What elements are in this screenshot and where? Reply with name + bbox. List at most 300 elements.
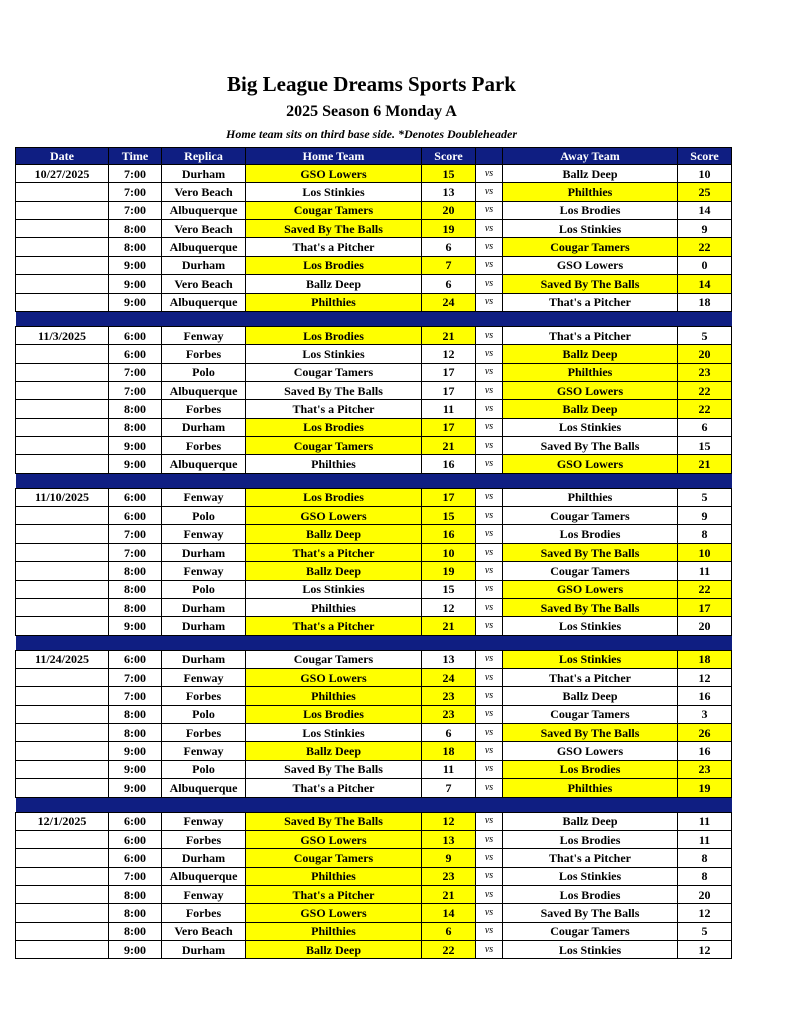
vs-cell: vs	[476, 760, 503, 778]
vs-cell: vs	[476, 345, 503, 363]
game-row	[16, 488, 732, 506]
field-cell: Forbes	[162, 724, 246, 742]
home-score-cell: 22	[422, 941, 476, 959]
time-cell: 9:00	[109, 617, 162, 635]
game-row	[16, 668, 732, 686]
vs-cell: vs	[476, 705, 503, 723]
away-score-cell: 0	[678, 256, 732, 274]
vs-cell: vs	[476, 724, 503, 742]
vs-cell: vs	[476, 922, 503, 940]
vs-cell: vs	[476, 256, 503, 274]
field-cell: Durham	[162, 941, 246, 959]
home-score-cell: 10	[422, 543, 476, 561]
home-team-cell: Saved By The Balls	[246, 220, 422, 238]
separator-cell	[476, 797, 503, 812]
home-team-cell: Philthies	[246, 455, 422, 473]
away-team-cell: Philthies	[503, 183, 678, 201]
separator-cell	[16, 311, 109, 326]
field-cell: Durham	[162, 165, 246, 183]
vs-cell: vs	[476, 650, 503, 668]
game-row	[16, 812, 732, 830]
time-cell: 9:00	[109, 437, 162, 455]
away-score-cell: 12	[678, 668, 732, 686]
field-cell: Durham	[162, 543, 246, 561]
away-score-cell: 18	[678, 293, 732, 311]
away-team-cell: Saved By The Balls	[503, 275, 678, 293]
home-score-cell: 6	[422, 922, 476, 940]
field-cell: Fenway	[162, 326, 246, 344]
home-team-cell: GSO Lowers	[246, 830, 422, 848]
time-cell: 7:00	[109, 668, 162, 686]
game-row	[16, 687, 732, 705]
time-cell: 7:00	[109, 165, 162, 183]
game-row	[16, 617, 732, 635]
date-cell	[16, 256, 109, 274]
field-cell: Fenway	[162, 885, 246, 903]
home-score-cell: 23	[422, 705, 476, 723]
game-row	[16, 830, 732, 848]
away-team-cell: Cougar Tamers	[503, 507, 678, 525]
date-cell	[16, 220, 109, 238]
home-team-cell: Los Brodies	[246, 705, 422, 723]
home-score-cell: 13	[422, 183, 476, 201]
time-cell: 7:00	[109, 867, 162, 885]
home-score-cell: 6	[422, 238, 476, 256]
away-score-cell: 10	[678, 543, 732, 561]
vs-cell: vs	[476, 326, 503, 344]
field-cell: Polo	[162, 705, 246, 723]
game-row	[16, 562, 732, 580]
col-header-home-team: Home Team	[246, 148, 422, 165]
away-score-cell: 20	[678, 617, 732, 635]
game-row	[16, 724, 732, 742]
away-score-cell: 20	[678, 885, 732, 903]
home-score-cell: 15	[422, 165, 476, 183]
vs-cell: vs	[476, 455, 503, 473]
time-cell: 9:00	[109, 256, 162, 274]
time-cell: 6:00	[109, 345, 162, 363]
date-cell	[16, 687, 109, 705]
vs-cell: vs	[476, 275, 503, 293]
separator-cell	[476, 311, 503, 326]
home-team-cell: Los Brodies	[246, 488, 422, 506]
date-cell	[16, 598, 109, 616]
time-cell: 9:00	[109, 941, 162, 959]
away-score-cell: 18	[678, 650, 732, 668]
away-score-cell: 23	[678, 760, 732, 778]
away-team-cell: Los Brodies	[503, 885, 678, 903]
home-score-cell: 17	[422, 363, 476, 381]
home-team-cell: Ballz Deep	[246, 525, 422, 543]
time-cell: 7:00	[109, 687, 162, 705]
home-team-cell: Ballz Deep	[246, 562, 422, 580]
vs-cell: vs	[476, 488, 503, 506]
date-cell	[16, 275, 109, 293]
away-score-cell: 8	[678, 525, 732, 543]
away-score-cell: 19	[678, 779, 732, 797]
date-cell	[16, 705, 109, 723]
col-header-replica: Replica	[162, 148, 246, 165]
time-cell: 9:00	[109, 293, 162, 311]
game-row	[16, 650, 732, 668]
game-row	[16, 922, 732, 940]
home-team-cell: GSO Lowers	[246, 904, 422, 922]
date-cell	[16, 543, 109, 561]
home-score-cell: 23	[422, 687, 476, 705]
field-cell: Vero Beach	[162, 922, 246, 940]
separator-cell	[162, 473, 246, 488]
date-cell	[16, 580, 109, 598]
time-cell: 8:00	[109, 562, 162, 580]
vs-cell: vs	[476, 742, 503, 760]
home-team-cell: Cougar Tamers	[246, 437, 422, 455]
away-score-cell: 14	[678, 201, 732, 219]
col-header-vs-spacer	[476, 148, 503, 165]
date-cell	[16, 455, 109, 473]
home-team-cell: Ballz Deep	[246, 941, 422, 959]
vs-cell: vs	[476, 220, 503, 238]
home-team-cell: Philthies	[246, 922, 422, 940]
home-team-cell: Los Brodies	[246, 418, 422, 436]
time-cell: 6:00	[109, 849, 162, 867]
field-cell: Albuquerque	[162, 455, 246, 473]
away-score-cell: 5	[678, 488, 732, 506]
home-team-cell: Cougar Tamers	[246, 363, 422, 381]
separator-cell	[678, 635, 732, 650]
home-team-cell: Philthies	[246, 867, 422, 885]
field-cell: Albuquerque	[162, 201, 246, 219]
date-cell	[16, 418, 109, 436]
date-cell	[16, 830, 109, 848]
date-cell	[16, 293, 109, 311]
away-team-cell: GSO Lowers	[503, 256, 678, 274]
field-cell: Fenway	[162, 562, 246, 580]
time-cell: 7:00	[109, 381, 162, 399]
home-score-cell: 21	[422, 885, 476, 903]
away-score-cell: 5	[678, 922, 732, 940]
away-score-cell: 6	[678, 418, 732, 436]
field-cell: Forbes	[162, 904, 246, 922]
field-cell: Albuquerque	[162, 867, 246, 885]
game-row	[16, 705, 732, 723]
home-team-cell: GSO Lowers	[246, 507, 422, 525]
away-team-cell: Saved By The Balls	[503, 437, 678, 455]
away-team-cell: Los Stinkies	[503, 650, 678, 668]
col-header-away-team: Away Team	[503, 148, 678, 165]
home-score-cell: 16	[422, 525, 476, 543]
separator-cell	[422, 635, 476, 650]
away-team-cell: That's a Pitcher	[503, 849, 678, 867]
home-score-cell: 19	[422, 562, 476, 580]
field-cell: Durham	[162, 617, 246, 635]
separator-cell	[16, 635, 109, 650]
home-team-cell: Philthies	[246, 598, 422, 616]
home-score-cell: 18	[422, 742, 476, 760]
separator-cell	[16, 797, 109, 812]
away-team-cell: Ballz Deep	[503, 400, 678, 418]
field-cell: Forbes	[162, 437, 246, 455]
home-score-cell: 24	[422, 293, 476, 311]
field-cell: Polo	[162, 507, 246, 525]
home-score-cell: 17	[422, 488, 476, 506]
time-cell: 8:00	[109, 598, 162, 616]
field-cell: Fenway	[162, 525, 246, 543]
game-row	[16, 183, 732, 201]
separator-cell	[246, 311, 422, 326]
vs-cell: vs	[476, 904, 503, 922]
away-team-cell: Los Stinkies	[503, 941, 678, 959]
home-score-cell: 19	[422, 220, 476, 238]
time-cell: 6:00	[109, 326, 162, 344]
away-score-cell: 16	[678, 742, 732, 760]
home-team-cell: That's a Pitcher	[246, 885, 422, 903]
home-score-cell: 6	[422, 275, 476, 293]
away-team-cell: Philthies	[503, 488, 678, 506]
date-cell	[16, 904, 109, 922]
home-team-cell: Saved By The Balls	[246, 812, 422, 830]
time-cell: 8:00	[109, 400, 162, 418]
week-separator	[16, 635, 732, 650]
date-cell	[16, 742, 109, 760]
week-separator	[16, 473, 732, 488]
vs-cell: vs	[476, 293, 503, 311]
away-team-cell: Saved By The Balls	[503, 598, 678, 616]
away-team-cell: Los Brodies	[503, 760, 678, 778]
away-team-cell: Cougar Tamers	[503, 922, 678, 940]
separator-cell	[476, 473, 503, 488]
vs-cell: vs	[476, 418, 503, 436]
vs-cell: vs	[476, 507, 503, 525]
field-cell: Forbes	[162, 830, 246, 848]
game-row	[16, 418, 732, 436]
field-cell: Durham	[162, 650, 246, 668]
vs-cell: vs	[476, 849, 503, 867]
date-cell: 11/10/2025	[16, 488, 109, 506]
vs-cell: vs	[476, 687, 503, 705]
vs-cell: vs	[476, 941, 503, 959]
col-header-time: Time	[109, 148, 162, 165]
date-cell	[16, 724, 109, 742]
page-note: Home team sits on third base side. *Denotes Doubleheader	[226, 127, 517, 141]
field-cell: Fenway	[162, 488, 246, 506]
game-row	[16, 326, 732, 344]
time-cell: 8:00	[109, 418, 162, 436]
time-cell: 8:00	[109, 904, 162, 922]
col-header-away-score: Score	[678, 148, 732, 165]
away-team-cell: That's a Pitcher	[503, 326, 678, 344]
away-team-cell: Los Brodies	[503, 201, 678, 219]
time-cell: 9:00	[109, 455, 162, 473]
date-cell	[16, 562, 109, 580]
away-team-cell: Ballz Deep	[503, 345, 678, 363]
away-team-cell: GSO Lowers	[503, 580, 678, 598]
time-cell: 8:00	[109, 724, 162, 742]
game-row	[16, 275, 732, 293]
field-cell: Durham	[162, 598, 246, 616]
home-score-cell: 7	[422, 256, 476, 274]
time-cell: 7:00	[109, 525, 162, 543]
home-team-cell: That's a Pitcher	[246, 617, 422, 635]
away-team-cell: Cougar Tamers	[503, 238, 678, 256]
time-cell: 7:00	[109, 543, 162, 561]
field-cell: Forbes	[162, 345, 246, 363]
col-header-date: Date	[16, 148, 109, 165]
game-row	[16, 507, 732, 525]
away-team-cell: GSO Lowers	[503, 742, 678, 760]
vs-cell: vs	[476, 201, 503, 219]
away-team-cell: Los Brodies	[503, 830, 678, 848]
home-team-cell: Los Stinkies	[246, 724, 422, 742]
time-cell: 8:00	[109, 238, 162, 256]
home-team-cell: Saved By The Balls	[246, 381, 422, 399]
time-cell: 6:00	[109, 830, 162, 848]
away-score-cell: 10	[678, 165, 732, 183]
game-row	[16, 941, 732, 959]
separator-cell	[246, 473, 422, 488]
time-cell: 7:00	[109, 183, 162, 201]
separator-cell	[109, 473, 162, 488]
away-score-cell: 26	[678, 724, 732, 742]
away-score-cell: 21	[678, 455, 732, 473]
date-cell: 10/27/2025	[16, 165, 109, 183]
game-row	[16, 201, 732, 219]
game-row	[16, 437, 732, 455]
field-cell: Polo	[162, 760, 246, 778]
home-score-cell: 13	[422, 830, 476, 848]
separator-cell	[503, 635, 678, 650]
vs-cell: vs	[476, 830, 503, 848]
vs-cell: vs	[476, 437, 503, 455]
game-row	[16, 345, 732, 363]
home-team-cell: Los Stinkies	[246, 345, 422, 363]
date-cell	[16, 525, 109, 543]
field-cell: Durham	[162, 849, 246, 867]
away-team-cell: Saved By The Balls	[503, 904, 678, 922]
separator-cell	[503, 311, 678, 326]
away-team-cell: That's a Pitcher	[503, 293, 678, 311]
date-cell	[16, 507, 109, 525]
game-row	[16, 849, 732, 867]
home-score-cell: 12	[422, 345, 476, 363]
vs-cell: vs	[476, 867, 503, 885]
game-row	[16, 238, 732, 256]
date-cell	[16, 849, 109, 867]
home-team-cell: Los Brodies	[246, 256, 422, 274]
separator-cell	[678, 473, 732, 488]
separator-cell	[422, 797, 476, 812]
date-cell	[16, 779, 109, 797]
field-cell: Fenway	[162, 668, 246, 686]
game-row	[16, 742, 732, 760]
separator-cell	[678, 311, 732, 326]
date-cell	[16, 400, 109, 418]
separator-cell	[162, 635, 246, 650]
away-score-cell: 22	[678, 580, 732, 598]
date-cell	[16, 867, 109, 885]
away-team-cell: Los Stinkies	[503, 220, 678, 238]
away-team-cell: Saved By The Balls	[503, 543, 678, 561]
game-row	[16, 165, 732, 183]
home-team-cell: Ballz Deep	[246, 742, 422, 760]
home-score-cell: 6	[422, 724, 476, 742]
schedule-table	[15, 147, 732, 959]
game-row	[16, 381, 732, 399]
home-score-cell: 14	[422, 904, 476, 922]
date-cell	[16, 183, 109, 201]
col-header-home-score: Score	[422, 148, 476, 165]
home-team-cell: Saved By The Balls	[246, 760, 422, 778]
away-score-cell: 16	[678, 687, 732, 705]
home-team-cell: Cougar Tamers	[246, 650, 422, 668]
time-cell: 9:00	[109, 779, 162, 797]
vs-cell: vs	[476, 400, 503, 418]
field-cell: Forbes	[162, 687, 246, 705]
away-score-cell: 22	[678, 238, 732, 256]
away-score-cell: 11	[678, 562, 732, 580]
date-cell	[16, 201, 109, 219]
time-cell: 8:00	[109, 580, 162, 598]
vs-cell: vs	[476, 598, 503, 616]
field-cell: Albuquerque	[162, 381, 246, 399]
game-row	[16, 580, 732, 598]
separator-cell	[109, 635, 162, 650]
game-row	[16, 598, 732, 616]
vs-cell: vs	[476, 363, 503, 381]
vs-cell: vs	[476, 562, 503, 580]
separator-cell	[246, 635, 422, 650]
home-team-cell: GSO Lowers	[246, 668, 422, 686]
game-row	[16, 525, 732, 543]
home-score-cell: 16	[422, 455, 476, 473]
vs-cell: vs	[476, 668, 503, 686]
separator-cell	[476, 635, 503, 650]
field-cell: Durham	[162, 256, 246, 274]
game-row	[16, 455, 732, 473]
away-score-cell: 25	[678, 183, 732, 201]
away-score-cell: 17	[678, 598, 732, 616]
home-team-cell: That's a Pitcher	[246, 543, 422, 561]
away-score-cell: 8	[678, 849, 732, 867]
game-row	[16, 543, 732, 561]
time-cell: 8:00	[109, 885, 162, 903]
home-team-cell: That's a Pitcher	[246, 779, 422, 797]
vs-cell: vs	[476, 617, 503, 635]
time-cell: 6:00	[109, 488, 162, 506]
away-team-cell: Los Brodies	[503, 525, 678, 543]
vs-cell: vs	[476, 525, 503, 543]
time-cell: 9:00	[109, 275, 162, 293]
time-cell: 7:00	[109, 363, 162, 381]
away-score-cell: 23	[678, 363, 732, 381]
vs-cell: vs	[476, 238, 503, 256]
time-cell: 9:00	[109, 760, 162, 778]
vs-cell: vs	[476, 543, 503, 561]
home-score-cell: 23	[422, 867, 476, 885]
away-team-cell: Ballz Deep	[503, 812, 678, 830]
separator-cell	[109, 797, 162, 812]
date-cell	[16, 885, 109, 903]
away-team-cell: Cougar Tamers	[503, 562, 678, 580]
vs-cell: vs	[476, 812, 503, 830]
home-team-cell: Cougar Tamers	[246, 849, 422, 867]
away-team-cell: Cougar Tamers	[503, 705, 678, 723]
away-team-cell: That's a Pitcher	[503, 668, 678, 686]
separator-cell	[503, 797, 678, 812]
game-row	[16, 867, 732, 885]
date-cell: 11/24/2025	[16, 650, 109, 668]
time-cell: 6:00	[109, 812, 162, 830]
separator-cell	[678, 797, 732, 812]
